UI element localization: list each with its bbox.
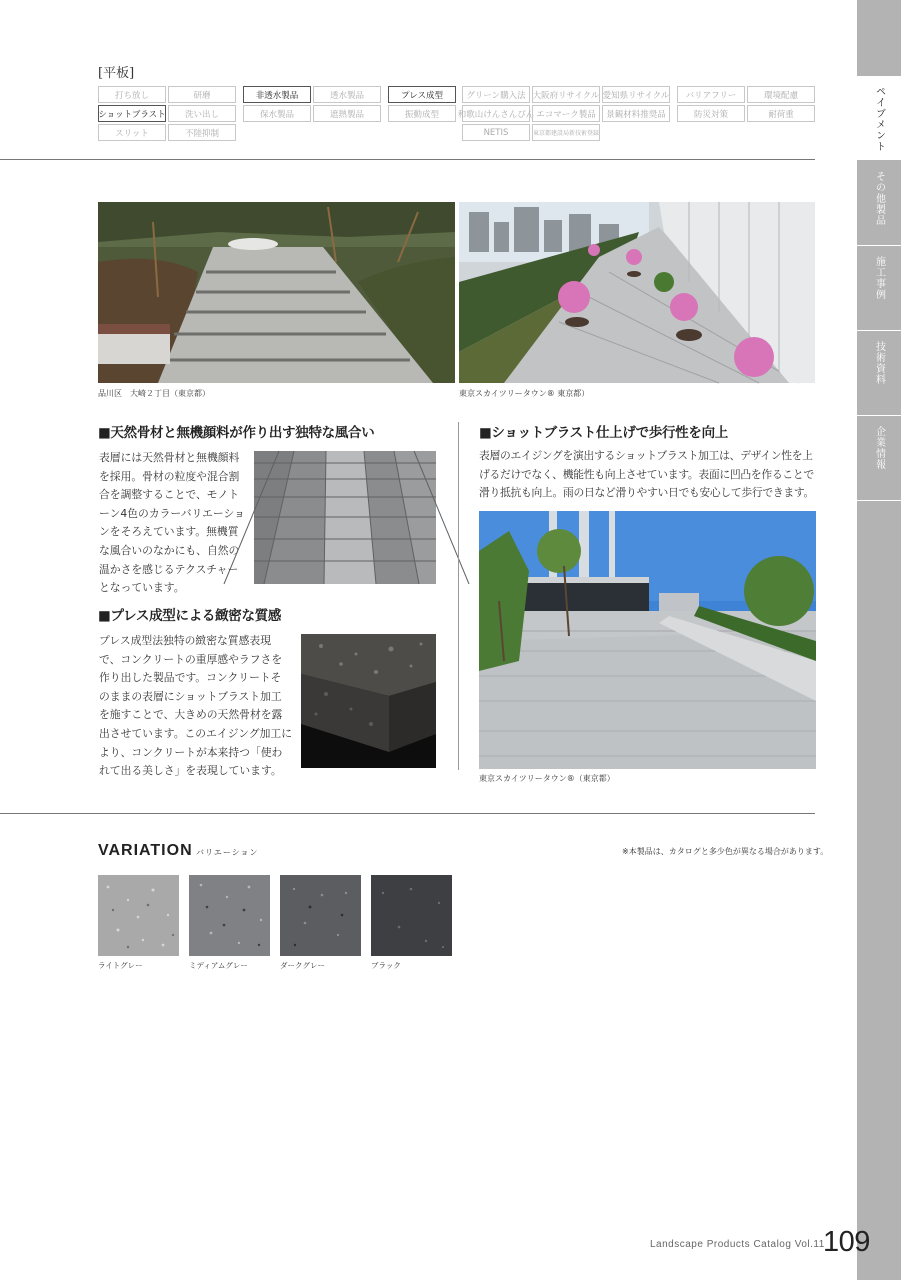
sidebar-nav <box>857 0 901 1280</box>
tag-araidashi: 洗い出し <box>168 105 236 122</box>
photo-slab-edge <box>301 634 436 768</box>
sidebar-tab-company-info[interactable]: 企業情報 <box>873 426 885 470</box>
swatch-label-dark-grey: ダークグレー <box>280 961 325 970</box>
section-label: [平板] <box>98 66 135 81</box>
variation-divider <box>0 813 815 814</box>
photo-osaki-steps <box>98 202 455 383</box>
photo-caption-skytree-2: 東京スカイツリータウン®（東京都） <box>479 774 615 783</box>
tag-load-bearing: 耐荷重 <box>747 105 815 122</box>
photo-caption-osaki: 品川区 大崎２丁目（東京都） <box>98 389 210 398</box>
tag-disaster-prevention: 防災対策 <box>677 105 745 122</box>
variation-note: ※本製品は、カタログと多少色が異なる場合があります。 <box>622 847 829 856</box>
tag-aichi-recycle: 愛知県リサイクル <box>602 86 670 103</box>
photo-paving-texture <box>254 451 436 584</box>
swatch-label-medium-grey: ミディアムグレー <box>189 961 248 970</box>
tag-unevenness-control: 不陸抑制 <box>168 124 236 141</box>
swatch-label-black: ブラック <box>371 961 401 970</box>
photo-skytree-terrace <box>459 202 815 383</box>
tag-eco-friendly: 環境配慮 <box>747 86 815 103</box>
tag-ecomark: エコマーク製品 <box>532 105 600 122</box>
swatch-medium-grey <box>189 875 270 956</box>
tag-heat-shield: 遮熱製品 <box>313 105 381 122</box>
variation-subtitle: バリエーション <box>196 848 259 857</box>
heading-press-molding: ■プレス成型による緻密な質感 <box>98 608 282 624</box>
photo-caption-skytree-1: 東京スカイツリータウン® 東京都） <box>459 389 590 398</box>
tag-non-permeable: 非透水製品 <box>243 86 311 103</box>
text-shot-blast: 表層のエイジングを演出するショットブラスト加工は、デザイン性を上げるだけでなく、機能性も向上させています。表面に凹凸を作ることで滑り抵抗も向上。雨の日など滑りやすい日でも安心して歩行できます。 <box>479 449 815 500</box>
tag-landscape-recommended: 景観材料推奨品 <box>602 105 670 122</box>
tag-press-molding: プレス成型 <box>388 86 456 103</box>
page-number: 109 <box>823 1226 870 1258</box>
heading-shot-blast: ■ショットブラスト仕上げで歩行性を向上 <box>479 425 728 441</box>
tag-kenma: 研磨 <box>168 86 236 103</box>
tag-uchihanashi: 打ち放し <box>98 86 166 103</box>
tag-slit: スリット <box>98 124 166 141</box>
footer-catalog-title: Landscape Products Catalog Vol.11 <box>650 1239 825 1250</box>
text-press-molding: プレス成型法独特の緻密な質感表現で、コンクリートの重厚感やラフさを作り出した製品です。コンクリートそのままの表層にショットブラスト加工を施すことで、大きめの天然骨材を露出させています。このエイジング加工により、コンクリートが本来持つ「使われて出る美しさ」を表現しています。 <box>99 634 292 778</box>
tag-water-retaining: 保水製品 <box>243 105 311 122</box>
tag-barrier-free: バリアフリー <box>677 86 745 103</box>
sidebar-divider <box>857 500 901 501</box>
swatch-label-light-grey: ライトグレー <box>98 961 143 970</box>
text-natural-aggregate: 表層には天然骨材と無機顔料を採用。骨材の粒度や混合割合を調整することで、モノトーン4色のカラーバリエーションをそろえています。無機質な風合いのなかにも、自然の温かさを感じるテクスチャーとなっています。 <box>99 451 245 595</box>
tag-permeable: 透水製品 <box>313 86 381 103</box>
swatch-dark-grey <box>280 875 361 956</box>
sidebar-tab-pavement[interactable]: ペイブメント <box>857 76 901 160</box>
tag-green-purchase: グリーン購入法 <box>462 86 530 103</box>
swatch-black <box>371 875 452 956</box>
tag-wakayama: 和歌山けんさんぴん <box>462 105 530 122</box>
header-divider <box>0 159 815 160</box>
sidebar-tab-other-products[interactable]: その他製品 <box>873 171 885 226</box>
column-divider <box>458 422 459 770</box>
variation-title: VARIATION <box>98 842 193 859</box>
tag-netis: NETIS <box>462 124 530 141</box>
tag-osaka-recycle: 大阪府リサイクル <box>532 86 600 103</box>
tag-vibration-molding: 振動成型 <box>388 105 456 122</box>
sidebar-tab-technical-data[interactable]: 技術資料 <box>873 341 885 385</box>
photo-skytree-plaza <box>479 511 816 769</box>
sidebar-tab-case-studies[interactable]: 施工事例 <box>873 256 885 300</box>
heading-natural-aggregate: ■天然骨材と無機顔料が作り出す独特な風合い <box>98 425 375 441</box>
tag-tokyo-new-tech: 東京都建設局新技術登録 <box>532 124 600 141</box>
tag-shot-blast: ショットブラスト <box>98 105 166 122</box>
swatch-light-grey <box>98 875 179 956</box>
